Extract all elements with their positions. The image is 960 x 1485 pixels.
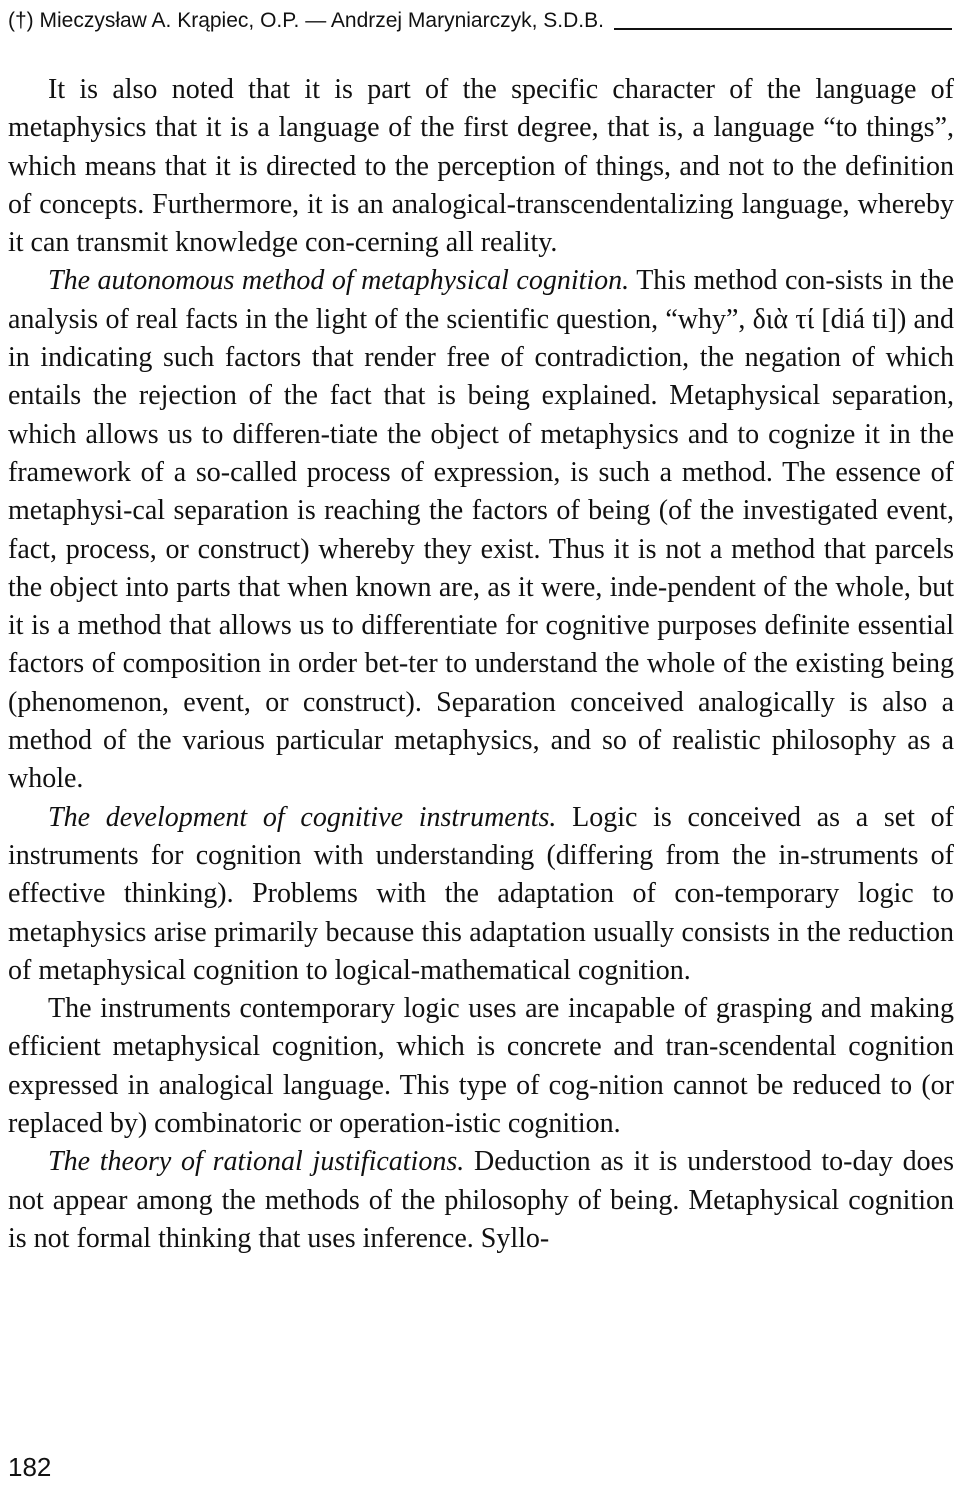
running-header	[8, 4, 952, 34]
paragraph	[8, 1143, 954, 1258]
paragraph	[8, 71, 954, 262]
header-authors: (†) Mieczysław A. Krąpiec, O.P. — Andrzej Maryniarczyk, S.D.B.	[8, 9, 604, 32]
header-rule	[614, 28, 952, 30]
main-text	[8, 71, 954, 1258]
paragraph-italic-lead: The autonomous method of metaphysical cognition.	[48, 265, 630, 297]
page-number: 182	[8, 1452, 52, 1482]
paragraph-text: Deduction as it is understood to-day does not appear among the methods of the philosophy of being. Metaphysical cognition is not formal thinking that uses inference. Syllo-	[8, 1146, 954, 1254]
paragraph-text: This method con-sists in the analysis of real facts in the light of the scientific question, “why”, διὰ τί [diá ti]) and in indicating such factors that render free of contradiction, the negation of which entails the rejection of the fact that is being explained. Metaphysical separation, which allows us to differen-tiate the object of metaphysics and to cognize it in the framework of a so-called process of expression, is such a method. The essence of metaphysi-cal separation is reaching the factors of being (of the investigated event, fact, process, or construct) whereby they exist. Thus it is not a method that parcels the object into parts that when known are, as it were, inde-pendent of the whole, but it is a method that allows us to differentiate for cognitive purposes definite essential factors of composition in order bet-ter to understand the whole of the existing being (phenomenon, event, or construct). Separation conceived analogically is also a method of the various particular metaphysics, and so of realistic philosophy as a whole.	[8, 265, 955, 795]
paragraph	[8, 990, 954, 1143]
paragraph-italic-lead: The development of cognitive instruments.	[48, 801, 557, 833]
paragraph-text: Logic is conceived as a set of instruments for cognition with understanding (differing from the in-struments of effective thinking). Problems with the adaptation of con-temporary logic to metaphysics arise primarily because this adaptation usually consists in the reduction of metaphysical cognition to logical-mathematical cognition.	[8, 801, 954, 986]
paragraph-text: The instruments contemporary logic uses are incapable of grasping and making efficient metaphysical cognition, which is concrete and tran-scendental cognition expressed in analogical language. This type of cog-nition cannot be reduced to (or replaced by) combinatoric or operation-istic cognition.	[8, 993, 954, 1140]
paragraph	[8, 799, 954, 990]
paragraph-text: It is also noted that it is part of the specific character of the language of metaphysics that it is a language of the first degree, that is, a language “to things”, which means that it is directed to the perception of things, and not to the definition of concepts. Furthermore, it is an analogical-transcendentalizing language, whereby it can transmit knowledge con-cerning all reality.	[8, 74, 954, 259]
paragraph-italic-lead: The theory of rational justifications.	[48, 1146, 465, 1178]
paragraph	[8, 262, 954, 798]
